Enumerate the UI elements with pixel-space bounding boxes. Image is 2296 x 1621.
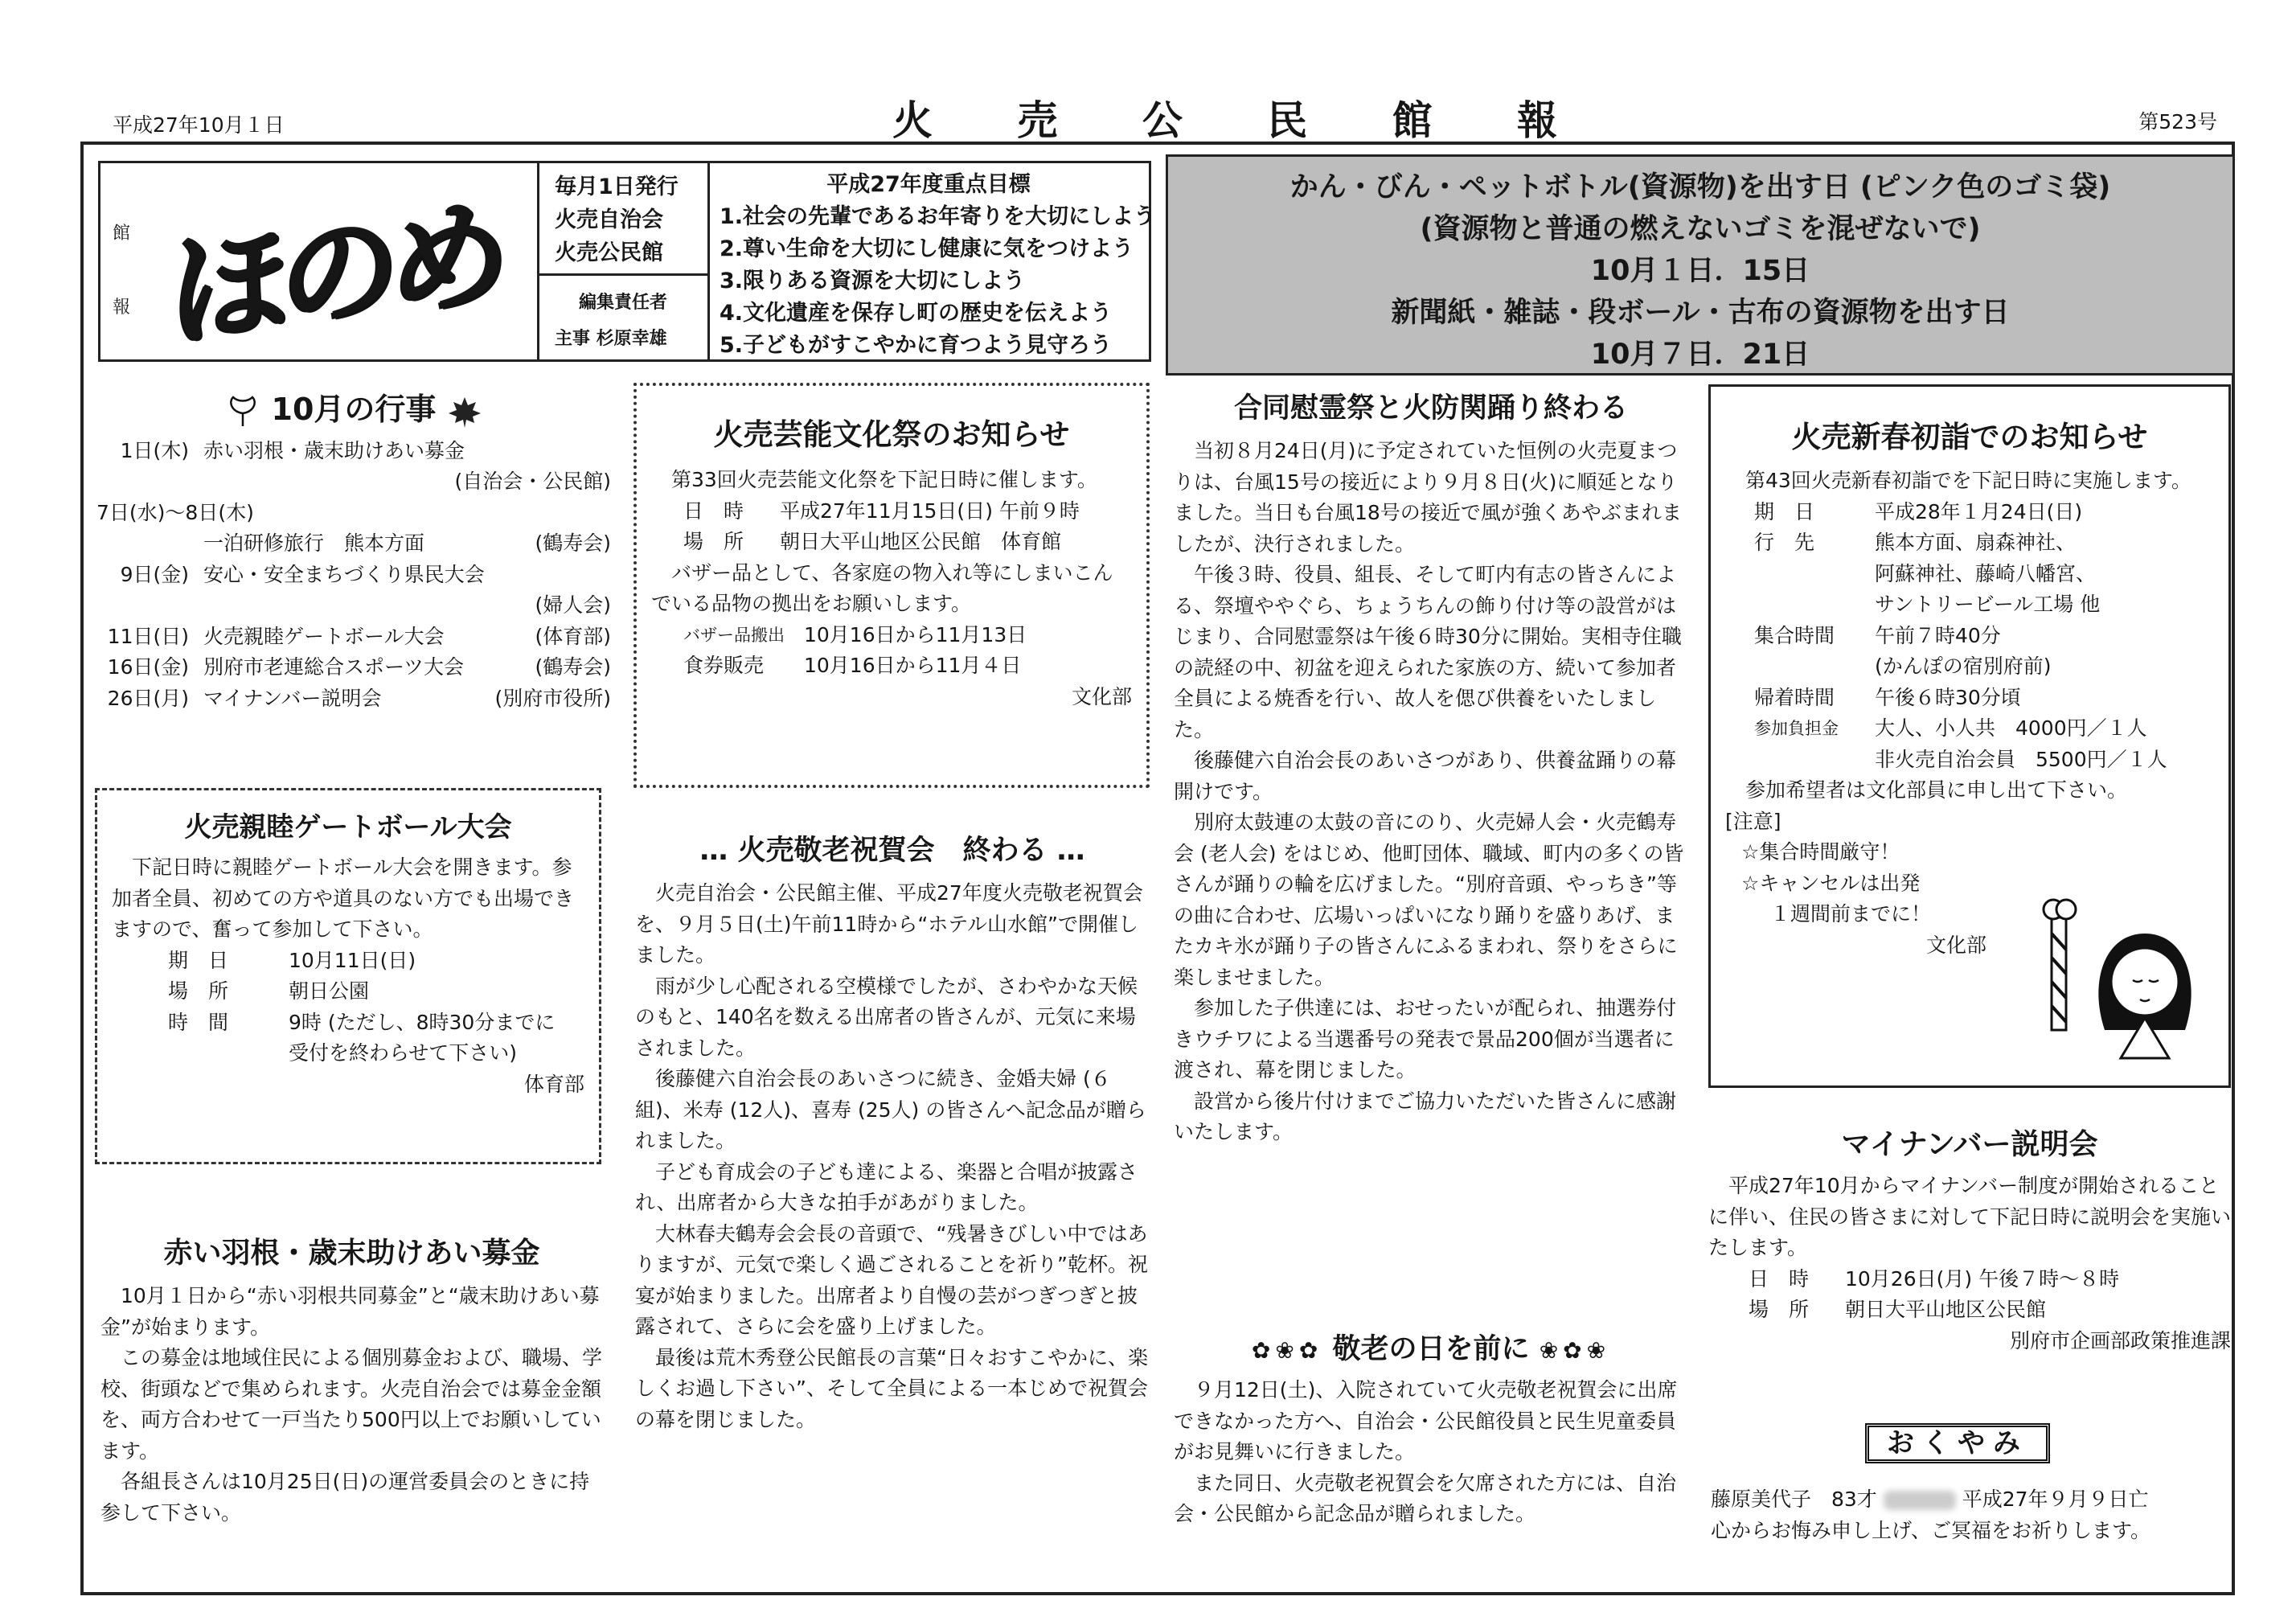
godo-section: 合同慰霊祭と火防関踊り終わる 当初８月24日(月)に予定されていた恒例の火売夏まつりは、台風15号の接近により９月８日(火)に順延となりました。当日も台風18号の接近で風が強くあやぶまれましたが、決行されました。 午後３時、役員、組長、そして町内有志の皆さんによる、祭壇ややぐら、ちょうちんの飾り付け等の設営がはじまり、合同慰霊祭は午後６時30分に開始。実相寺住職の読経の中、初盆を迎えられた家族の方、続いて参加者全員による焼香を行い、故人を偲び供養をいたしました。 後藤健六自治会長のあいさつがあり、供養盆踊りの幕開けです。 別府太鼓連の太鼓の音にのり、火売婦人会・火売鶴寿会 (老人会) をはじめ、他町団体、職域、町内の多くの皆さんが踊りの輪を広げました。“別府音頭、やっちき”等の曲に合わせ、広場いっぱいになり踊りを盛りあげ、またカキ氷が踊り子の皆さんにふるまわれ、祭りをさらに楽しませました。 参加した子供達には、おせったいが配られ、抽選券付きウチワによる当選番号の発表で景品200個が当選者に渡され、幕を閉じました。 設営から後片付けまでご協力いただいた皆さんに感謝いたします。 <box>1174 386 1688 1148</box>
mynumber-title: マイナンバー説明会 <box>1841 1128 2098 1161</box>
hatsumode-box: 火売新春初詣でのお知らせ 第43回火売新春初詣でを下記日時に実施します。 期 日 平成28年１月24日(日) 行 先 熊本方面、扇森神社、 阿蘇神社、藤崎八幡宮、 サントリービール工場 他 集合時間 午前７時40分 (かんぽの宿別府前) 帰着時間 午後６時30分頃 参加負担金 大人、小人共 4000円／１人 非火売自治会員 5500円／１人 参加希望者は文化部員に申し出て下さい。 [注意] ☆集合時間厳守！ ☆キャンセルは出発 １週間前までに！ 文化部 <box>1708 384 2231 1088</box>
okuyami-body: 藤原美代子 83才 平成27年９月９日亡 心からお悔み申し上げ、ご冥福をお祈りします。 <box>1711 1488 2151 1542</box>
keiro-section: … 火売敬老祝賀会 終わる … 火売自治会・公民館主催、平成27年度火売敬老祝賀会を、９月５日(土)午前11時から“ホテル山水館”で開催しました。 雨が少し心配される空模様でしたが、さわやかな天候のもと、140名を数える出席者の皆さんが、元気に来場されました。 後藤健六自治会長のあいさつに続き、金婚夫婦 (６組)、米寿 (12人)、喜寿 (25人) の皆さんへ記念品が贈られました。 子ども育成会の子ども達による、楽器と合唱が披露され、出席者から大きな拍手があがりました。 大林春夫鶴寿会会長の音頭で、“残暑きびしい中ではありますが、元気で楽しく過ごされることを祈り”乾杯。祝宴が始まりました。出席者より自慢の芸がつぎつぎと披露されて、さらに会を盛り上げました。 最後は荒木秀登公民館長の言葉“日々おすこやかに、楽しくお過し下さい”、そして全員による一本じめで祝賀会の幕を閉じました。 <box>635 828 1150 1435</box>
akai-section: 赤い羽根・歳末助けあい募金 10月１日から“赤い羽根共同募金”と“歳末助けあい募金”が始まります。 この募金は地域住民による個別募金および、職場、学校、街頭などで集められます。火売自治会では募金金額を、両方合わせて一戸当たり500円以上でお願いしています。 各組長さんは10月25日(日)の運営委員会のときに持参して下さい。 <box>100 1230 603 1529</box>
recycle-notice: かん・びん・ペットボトル(資源物)を出す日 (ピンク色のゴミ袋) (資源物と普通の燃えないゴミを混ぜないで) 10月１日．15日 新聞紙・雑誌・段ボール・古布の資源物を出す日 10月７日．21日 <box>1166 154 2235 375</box>
hatsumode-sign: 文化部 <box>1926 933 1987 957</box>
redacted-block <box>1884 1491 1956 1510</box>
gateball-title: 火売親睦ゲートボール大会 <box>184 811 512 843</box>
issue-date: 平成27年10月１日 <box>113 113 285 137</box>
logo: ほのめ <box>168 181 502 365</box>
divider <box>707 161 710 362</box>
events-list <box>96 436 611 715</box>
okuyami-title: おくやみ <box>1865 1423 2050 1463</box>
maple-leaf-icon <box>447 394 482 429</box>
keironohi-title: 敬老の日を前に <box>1332 1333 1530 1365</box>
event-row: 一泊研修旅行 熊本方面 (鶴寿会) <box>203 531 611 555</box>
ginkgo-leaf-icon <box>225 394 260 429</box>
divider <box>537 273 710 276</box>
geino-sign: 文化部 <box>1071 684 1132 708</box>
geino-box: 火売芸能文化祭のお知らせ 第33回火売芸能文化祭を下記日時に催します。 日 時 平成27年11月15日(日) 午前９時 場 所 朝日大平山地区公民館 体育館 バザー品として、各家庭の物入れ等にしまいこんでいる品物の拠出をお願いします。 バザー品搬出 10月16日から11月13日 食券販売 10月16日から11月４日 文化部 <box>633 383 1150 788</box>
issue-number: 第523号 <box>2138 110 2217 133</box>
praying-girl-icon <box>2032 885 2209 1062</box>
flower-icon: ✿❀✿ <box>1251 1337 1323 1364</box>
akai-title: 赤い羽根・歳末助けあい募金 <box>163 1237 540 1270</box>
event-row: 1日(木) 赤い羽根・歳末助けあい募金 <box>120 438 465 462</box>
kanpo-label: 館 報 <box>113 224 131 318</box>
goals: 平成27年度重点目標 1.社会の先輩であるお年寄りを大切にしよう 2.尊い生命を大切にし健康に気をつけよう 3.限りある資源を大切にしよう 4.文化遺産を保存し町の歴史を伝えよう 5.子どもがすこやかに育つよう見守ろう <box>720 169 1155 362</box>
events-title: 10月の行事 <box>271 392 437 427</box>
keironohi-section: ✿❀✿ 敬老の日を前に ❀✿❀ ９月12日(土)、入院されていて火売敬老祝賀会に出席できなかった方へ、自治会・公民館役員と民生児童委員がお見舞いに行きました。 また同日、火売敬老祝賀会を欠席された方には、自治会・公民館から記念品が贈られました。 <box>1174 1333 1678 1525</box>
godo-title: 合同慰霊祭と火防関踊り終わる <box>1233 392 1628 425</box>
hatsumode-title: 火売新春初詣でのお知らせ <box>1791 420 2148 454</box>
event-row: (自治会・公民館) <box>454 470 611 493</box>
event-row: 16日(金) 別府市老連総合スポーツ大会 (鶴寿会) <box>107 655 611 679</box>
mynumber-sign: 別府市企画部政策推進課 <box>2009 1328 2231 1352</box>
mynumber-section: マイナンバー説明会 平成27年10月からマイナンバー制度が開始されることに伴い、住民の皆さまに対して下記日時に説明会を実施いたします。 日 時 10月26日(月) 午後７時～８時 場 所 朝日大平山地区公民館 別府市企画部政策推進課 <box>1708 1122 2231 1356</box>
masthead: 火 売 公 民 館 報 <box>892 96 1593 144</box>
event-row: 7日(水)～8日(木) <box>96 500 254 524</box>
flower-icon: ❀✿❀ <box>1539 1337 1611 1364</box>
events-section <box>96 384 611 714</box>
geino-title: 火売芸能文化祭のお知らせ <box>713 417 1070 452</box>
keiro-title: … 火売敬老祝賀会 終わる … <box>699 835 1085 867</box>
event-row: 9日(金) 安心・安全まちづくり県民大会 <box>120 562 485 586</box>
event-row: 26日(月) マイナンバー説明会 (別府市役所) <box>107 686 611 710</box>
editor: 編集責任者 主事 杉原幸雄 <box>555 293 667 349</box>
publisher: 毎月1日発行 火売自治会 火売公民館 <box>555 174 679 265</box>
goals-title: 平成27年度重点目標 <box>826 172 1031 197</box>
event-row: 11日(日) 火売親睦ゲートボール大会 (体育部) <box>107 624 611 648</box>
event-row: (婦人会) <box>535 593 611 617</box>
divider <box>537 161 539 362</box>
gateball-box: 火売親睦ゲートボール大会 下記日時に親睦ゲートボール大会を開きます。参加者全員、初めての方や道具のない方でも出場できますので、奮って参加して下さい。 期 日 10月11日(日) 場 所 朝日公園 時 間 9時 (ただし、8時30分までに 受付を終わらせて下さい) 体育部 <box>95 788 601 1164</box>
gateball-sign: 体育部 <box>523 1072 584 1096</box>
